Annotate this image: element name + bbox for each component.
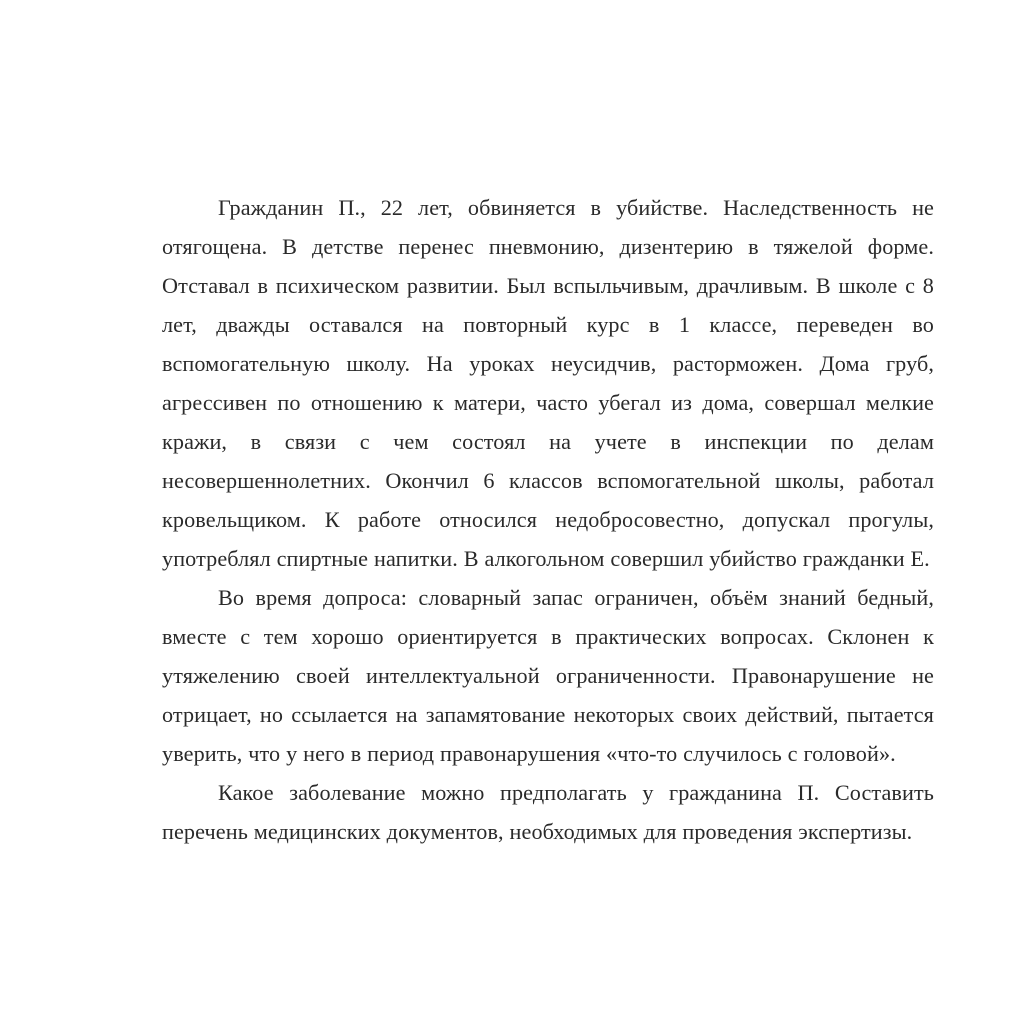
paragraph-case-history: Гражданин П., 22 лет, обвиняется в убийстве. Наследственность не отягощена. В детстве перенес пневмонию, дизентерию в тяжелой форме. Отставал в психическом развитии. Был вспыльчивым, драчливым. В школе с 8 лет, дважды оставался на повторный курс в 1 классе, переведен во вспомогательную школу. На уроках неусидчив, расторможен. Дома груб, агрессивен по отношению к матери, часто убегал из дома, совершал мелкие кражи, в связи с чем состоял на учете в инспекции по делам несовершеннолетних. Окончил 6 классов вспомогательной школы, работал кровельщиком. К работе относился недобросовестно, допускал прогулы, употреблял спиртные напитки. В алкогольном совершил убийство гражданки Е. bbox=[162, 195, 934, 571]
paragraph-task-question: Какое заболевание можно предполагать у гражданина П. Составить перечень медицинских документов, необходимых для проведения экспертизы. bbox=[162, 780, 934, 844]
document-text-block bbox=[162, 188, 934, 851]
paragraph-interrogation-findings: Во время допроса: словарный запас ограничен, объём знаний бедный, вместе с тем хорошо ориентируется в практических вопросах. Склонен к утяжелению своей интеллектуальной ограниченности. Правонарушение не отрицает, но ссылается на запамятование некоторых своих действий, пытается уверить, что у него в период правонарушения «что-то случилось с головой». bbox=[162, 585, 934, 766]
